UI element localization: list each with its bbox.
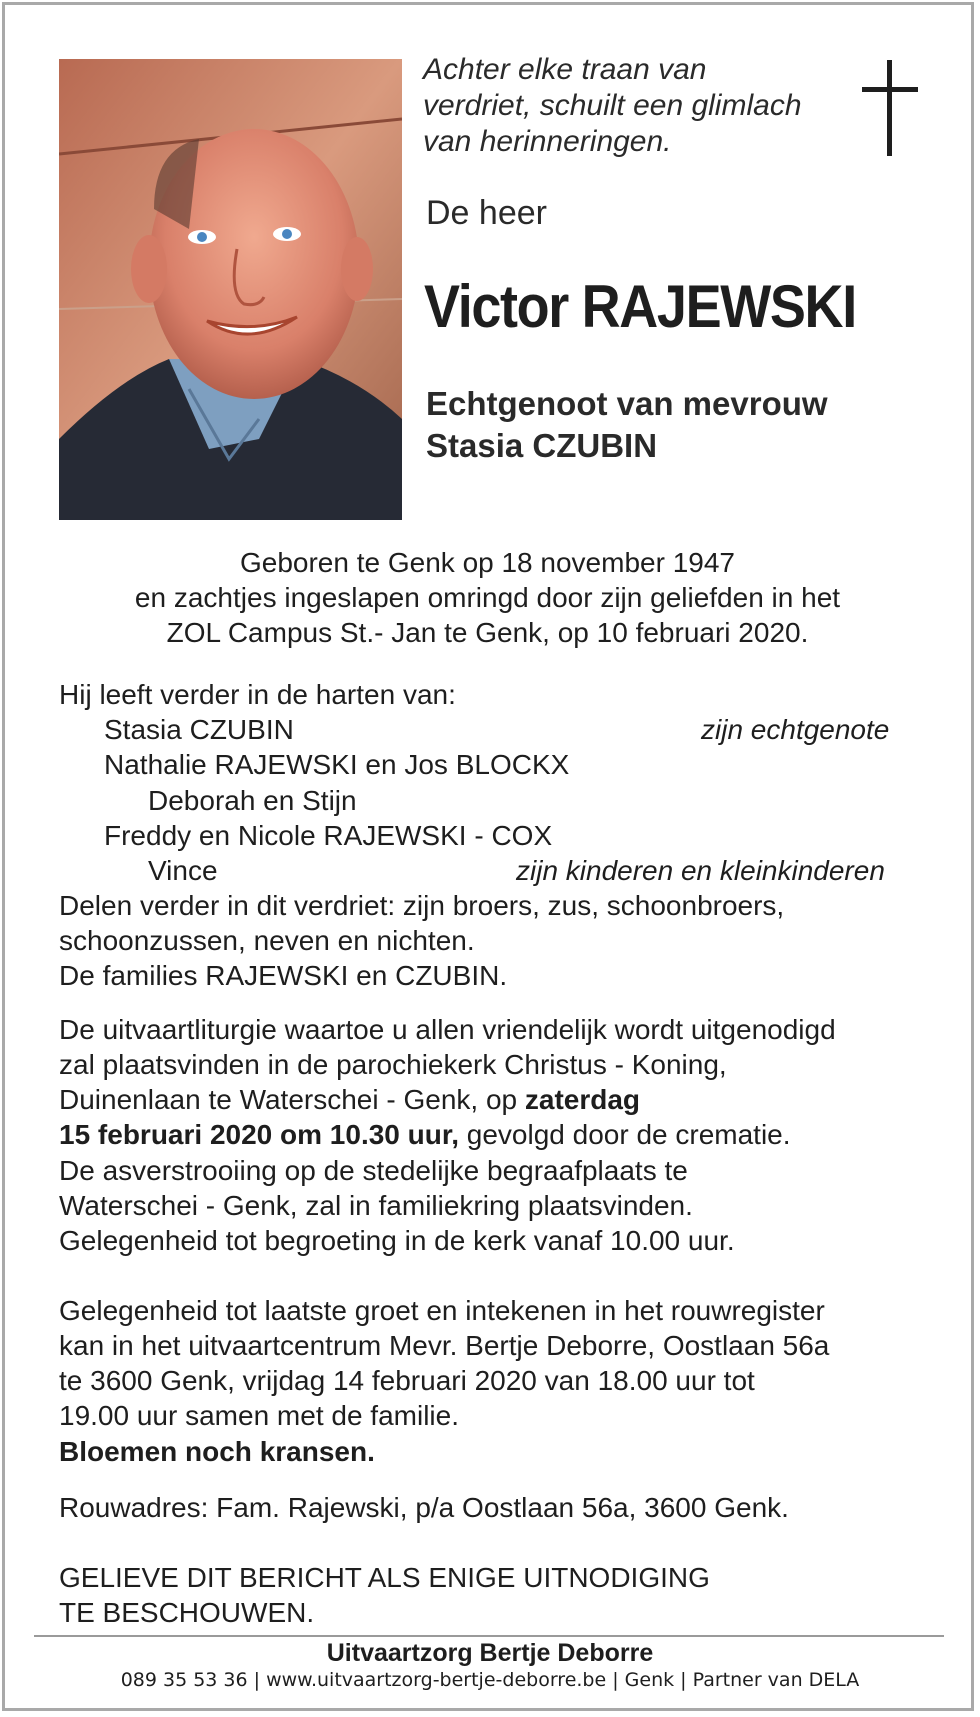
funeral-line [59, 1082, 640, 1117]
funeral-text: gevolgd door de crematie. [458, 1119, 791, 1150]
survivor-child: Nathalie RAJEWSKI en Jos BLOCKX [104, 749, 570, 780]
deceased-name: Victor RAJEWSKI [424, 273, 856, 340]
visitation-line: 19.00 uur samen met de familie. [59, 1400, 459, 1431]
funeral-day: zaterdag [524, 1084, 641, 1115]
birth-info [59, 545, 916, 650]
quote-line: verdriet, schuilt een glimlach [423, 89, 802, 122]
notice-line: GELIEVE DIT BERICHT ALS ENIGE UITNODIGING [59, 1562, 710, 1593]
quote [423, 52, 823, 160]
survivors-intro: Hij leeft verder in de harten van: [59, 679, 456, 710]
others-line: De families RAJEWSKI en CZUBIN. [59, 960, 508, 991]
spouse-line: Echtgenoot van mevrouw [426, 385, 828, 422]
funeral-line: Gelegenheid tot begroeting in de kerk vanaf 10.00 uur. [59, 1225, 735, 1256]
funeral-text: Duinenlaan te Waterschei - Genk, op [59, 1084, 525, 1115]
honorific: De heer [426, 194, 547, 232]
survivor-child: Freddy en Nicole RAJEWSKI - COX [104, 820, 553, 851]
survivor-grandchild: Deborah en Stijn [148, 785, 357, 816]
funeral-date: 15 februari 2020 om 10.30 uur, [59, 1119, 459, 1150]
visitation-line: te 3600 Genk, vrijdag 14 februari 2020 van 18.00 uur tot [59, 1365, 755, 1396]
funeral-line [59, 1117, 791, 1152]
spouse-info [426, 383, 828, 467]
visitation-line: Gelegenheid tot laatste groet en intekenen in het rouwregister [59, 1295, 825, 1326]
portrait-photo [59, 59, 402, 520]
quote-line: Achter elke traan van [423, 53, 707, 86]
spouse-line: Stasia CZUBIN [426, 427, 658, 464]
survivor-spouse: Stasia CZUBIN [104, 714, 294, 745]
notice-line: TE BESCHOUWEN. [59, 1597, 315, 1628]
funeral-line: zal plaatsvinden in de parochiekerk Christus - Koning, [59, 1049, 727, 1080]
birth-line: en zachtjes ingeslapen omringd door zijn geliefden in het [134, 582, 841, 613]
visitation-line: kan in het uitvaartcentrum Mevr. Bertje Deborre, Oostlaan 56a [59, 1330, 830, 1361]
birth-line: Geboren te Genk op 18 november 1947 [239, 547, 735, 578]
footer-divider [34, 1635, 944, 1637]
others-line: Delen verder in dit verdriet: zijn broers, zus, schoonbroers, [59, 890, 785, 921]
funeral-line: Waterschei - Genk, zal in familiekring plaatsvinden. [59, 1190, 693, 1221]
quote-line: van herinneringen. [423, 125, 672, 158]
funeral-line: De asverstrooiing op de stedelijke begraafplaats te [59, 1155, 688, 1186]
flowers-note: Bloemen noch kransen. [59, 1436, 375, 1467]
funeral-home-contact: 089 35 53 36 | www.uitvaartzorg-bertje-deborre.be | Genk | Partner van DELA [120, 1669, 860, 1691]
birth-line: ZOL Campus St.- Jan te Genk, op 10 februari 2020. [166, 617, 809, 648]
funeral-home-name: Uitvaartzorg Bertje Deborre [326, 1639, 654, 1667]
survivor-grandchild: Vince [148, 855, 218, 886]
funeral-line: De uitvaartliturgie waartoe u allen vriendelijk wordt uitgenodigd [59, 1014, 836, 1045]
others-line: schoonzussen, neven en nichten. [59, 925, 475, 956]
role-spouse: zijn echtgenote [701, 714, 890, 745]
cross-icon [862, 60, 918, 161]
role-children: zijn kinderen en kleinkinderen [516, 855, 885, 886]
mourning-address: Rouwadres: Fam. Rajewski, p/a Oostlaan 56a, 3600 Genk. [59, 1492, 789, 1523]
